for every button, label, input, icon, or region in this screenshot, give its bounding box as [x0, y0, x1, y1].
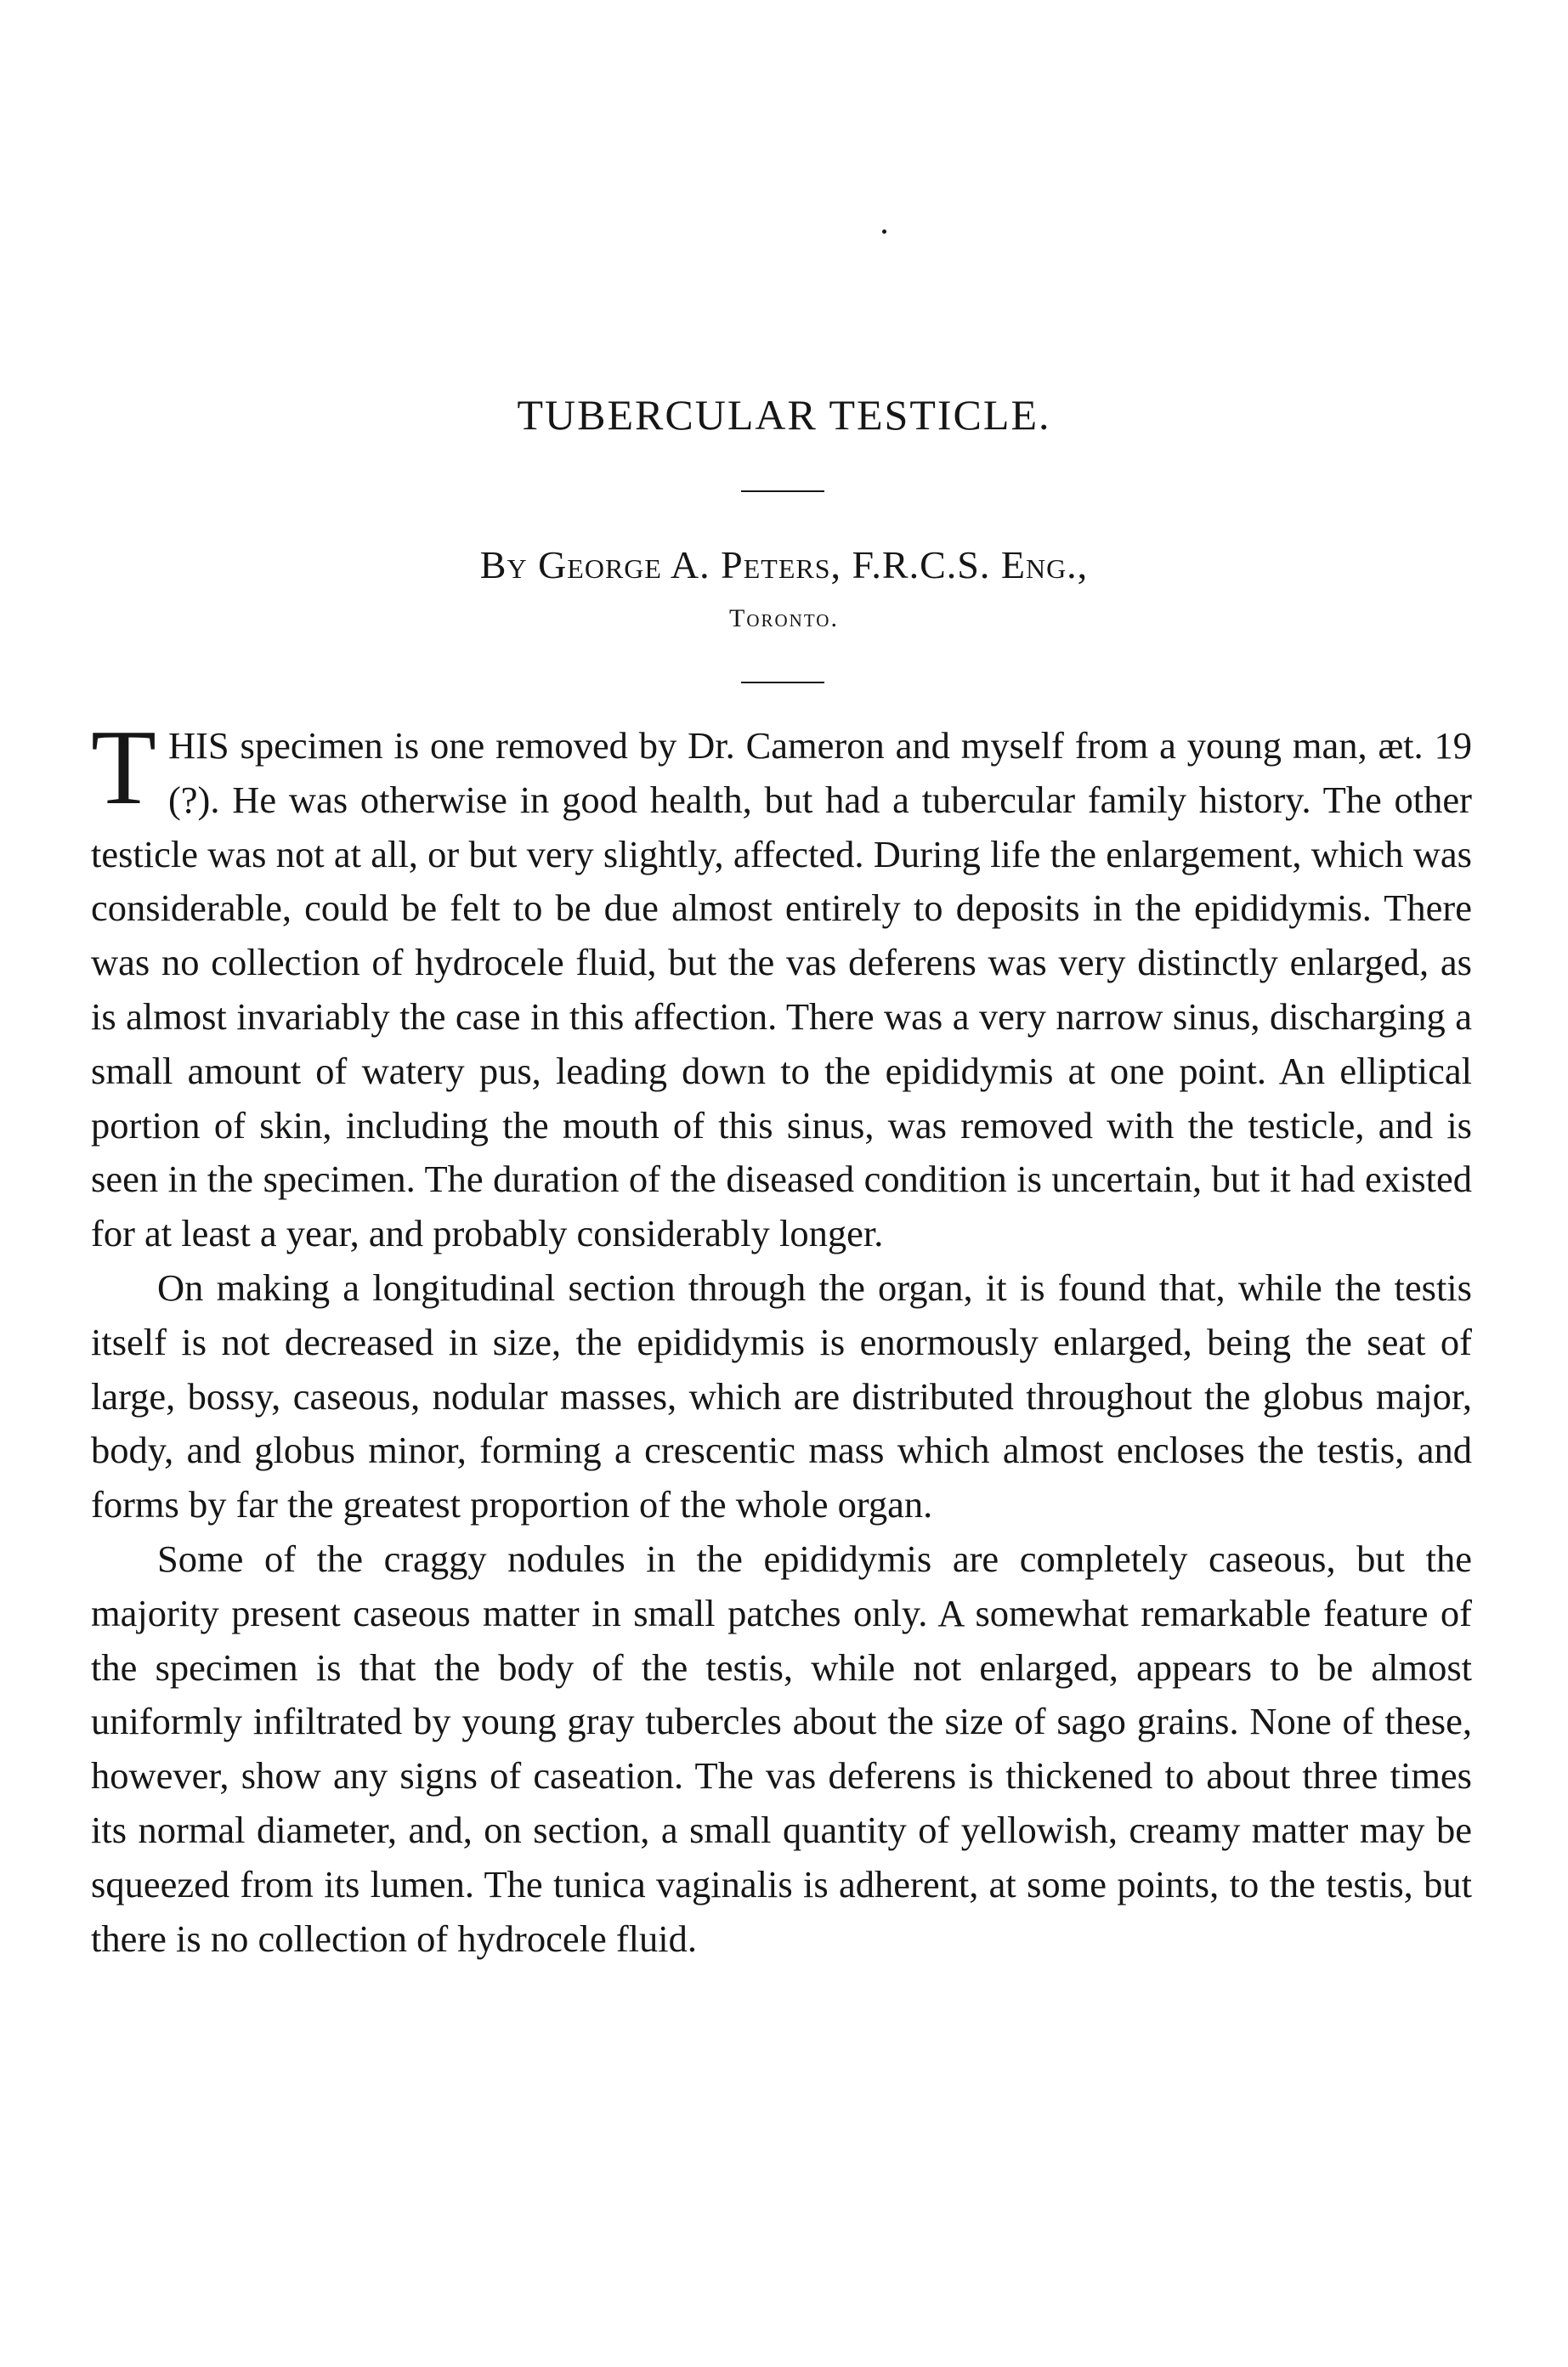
article-body — [91, 709, 1472, 1966]
paragraph-3: Some of the craggy nodules in the epididymis are completely caseous, but the majority present caseous matter in small patches only. A somewhat remarkable feature of the specimen is that the body of the testis, while not enlarged, appears to be almost uniformly infiltrated by young gray tubercles about the size of sago grains. None of these, however, show any signs of caseation. The vas deferens is thickened to about three times its normal diameter, and, on section, a small quantity of yellowish, creamy matter may be squeezed from its lumen. The tunica vaginalis is adherent, at some points, to the testis, but there is no collection of hydrocele fluid. — [91, 1537, 1472, 1960]
author-byline: By George A. Peters, F.R.C.S. Eng., — [479, 543, 1089, 586]
paragraph-2: On making a longitudinal section through the organ, it is found that, while the testis itself is not decreased in size, the epididymis is enormously enlarged, being the seat of large, bossy, caseous, nodular masses, which are distributed throughout the globus major, body, and globus minor, forming a crescentic mass which almost encloses the testis, and forms by far the greatest proportion of the whole organ. — [91, 1266, 1472, 1526]
drop-cap: T — [91, 709, 156, 827]
paragraph-1-text: HIS specimen is one removed by Dr. Cameron and myself from a young man, æt. 19 (?). He was otherwise in good health, but had a tubercular family history. The other testicle was not at all, or but very slightly, affected. During life the enlargement, which was considerable, could be felt to be due almost entirely to deposits in the epididymis. There was no collection of hydrocele fluid, but the vas deferens was very distinctly enlarged, as is almost invariably the case in this affection. There was a very narrow sinus, discharging a small amount of watery pus, leading down to the epididymis at one point. An elliptical portion of skin, including the mouth of this sinus, was removed with the testicle, and is seen in the specimen. The duration of the diseased condition is uncertain, but it had existed for at least a year, and probably considerably longer. — [91, 724, 1472, 1255]
author-location: Toronto. — [729, 604, 839, 632]
title-divider — [741, 490, 824, 492]
paragraph-1 — [91, 709, 1472, 1261]
header-divider — [741, 682, 824, 683]
ink-speck — [882, 229, 886, 234]
article-title: TUBERCULAR TESTICLE. — [517, 391, 1051, 439]
